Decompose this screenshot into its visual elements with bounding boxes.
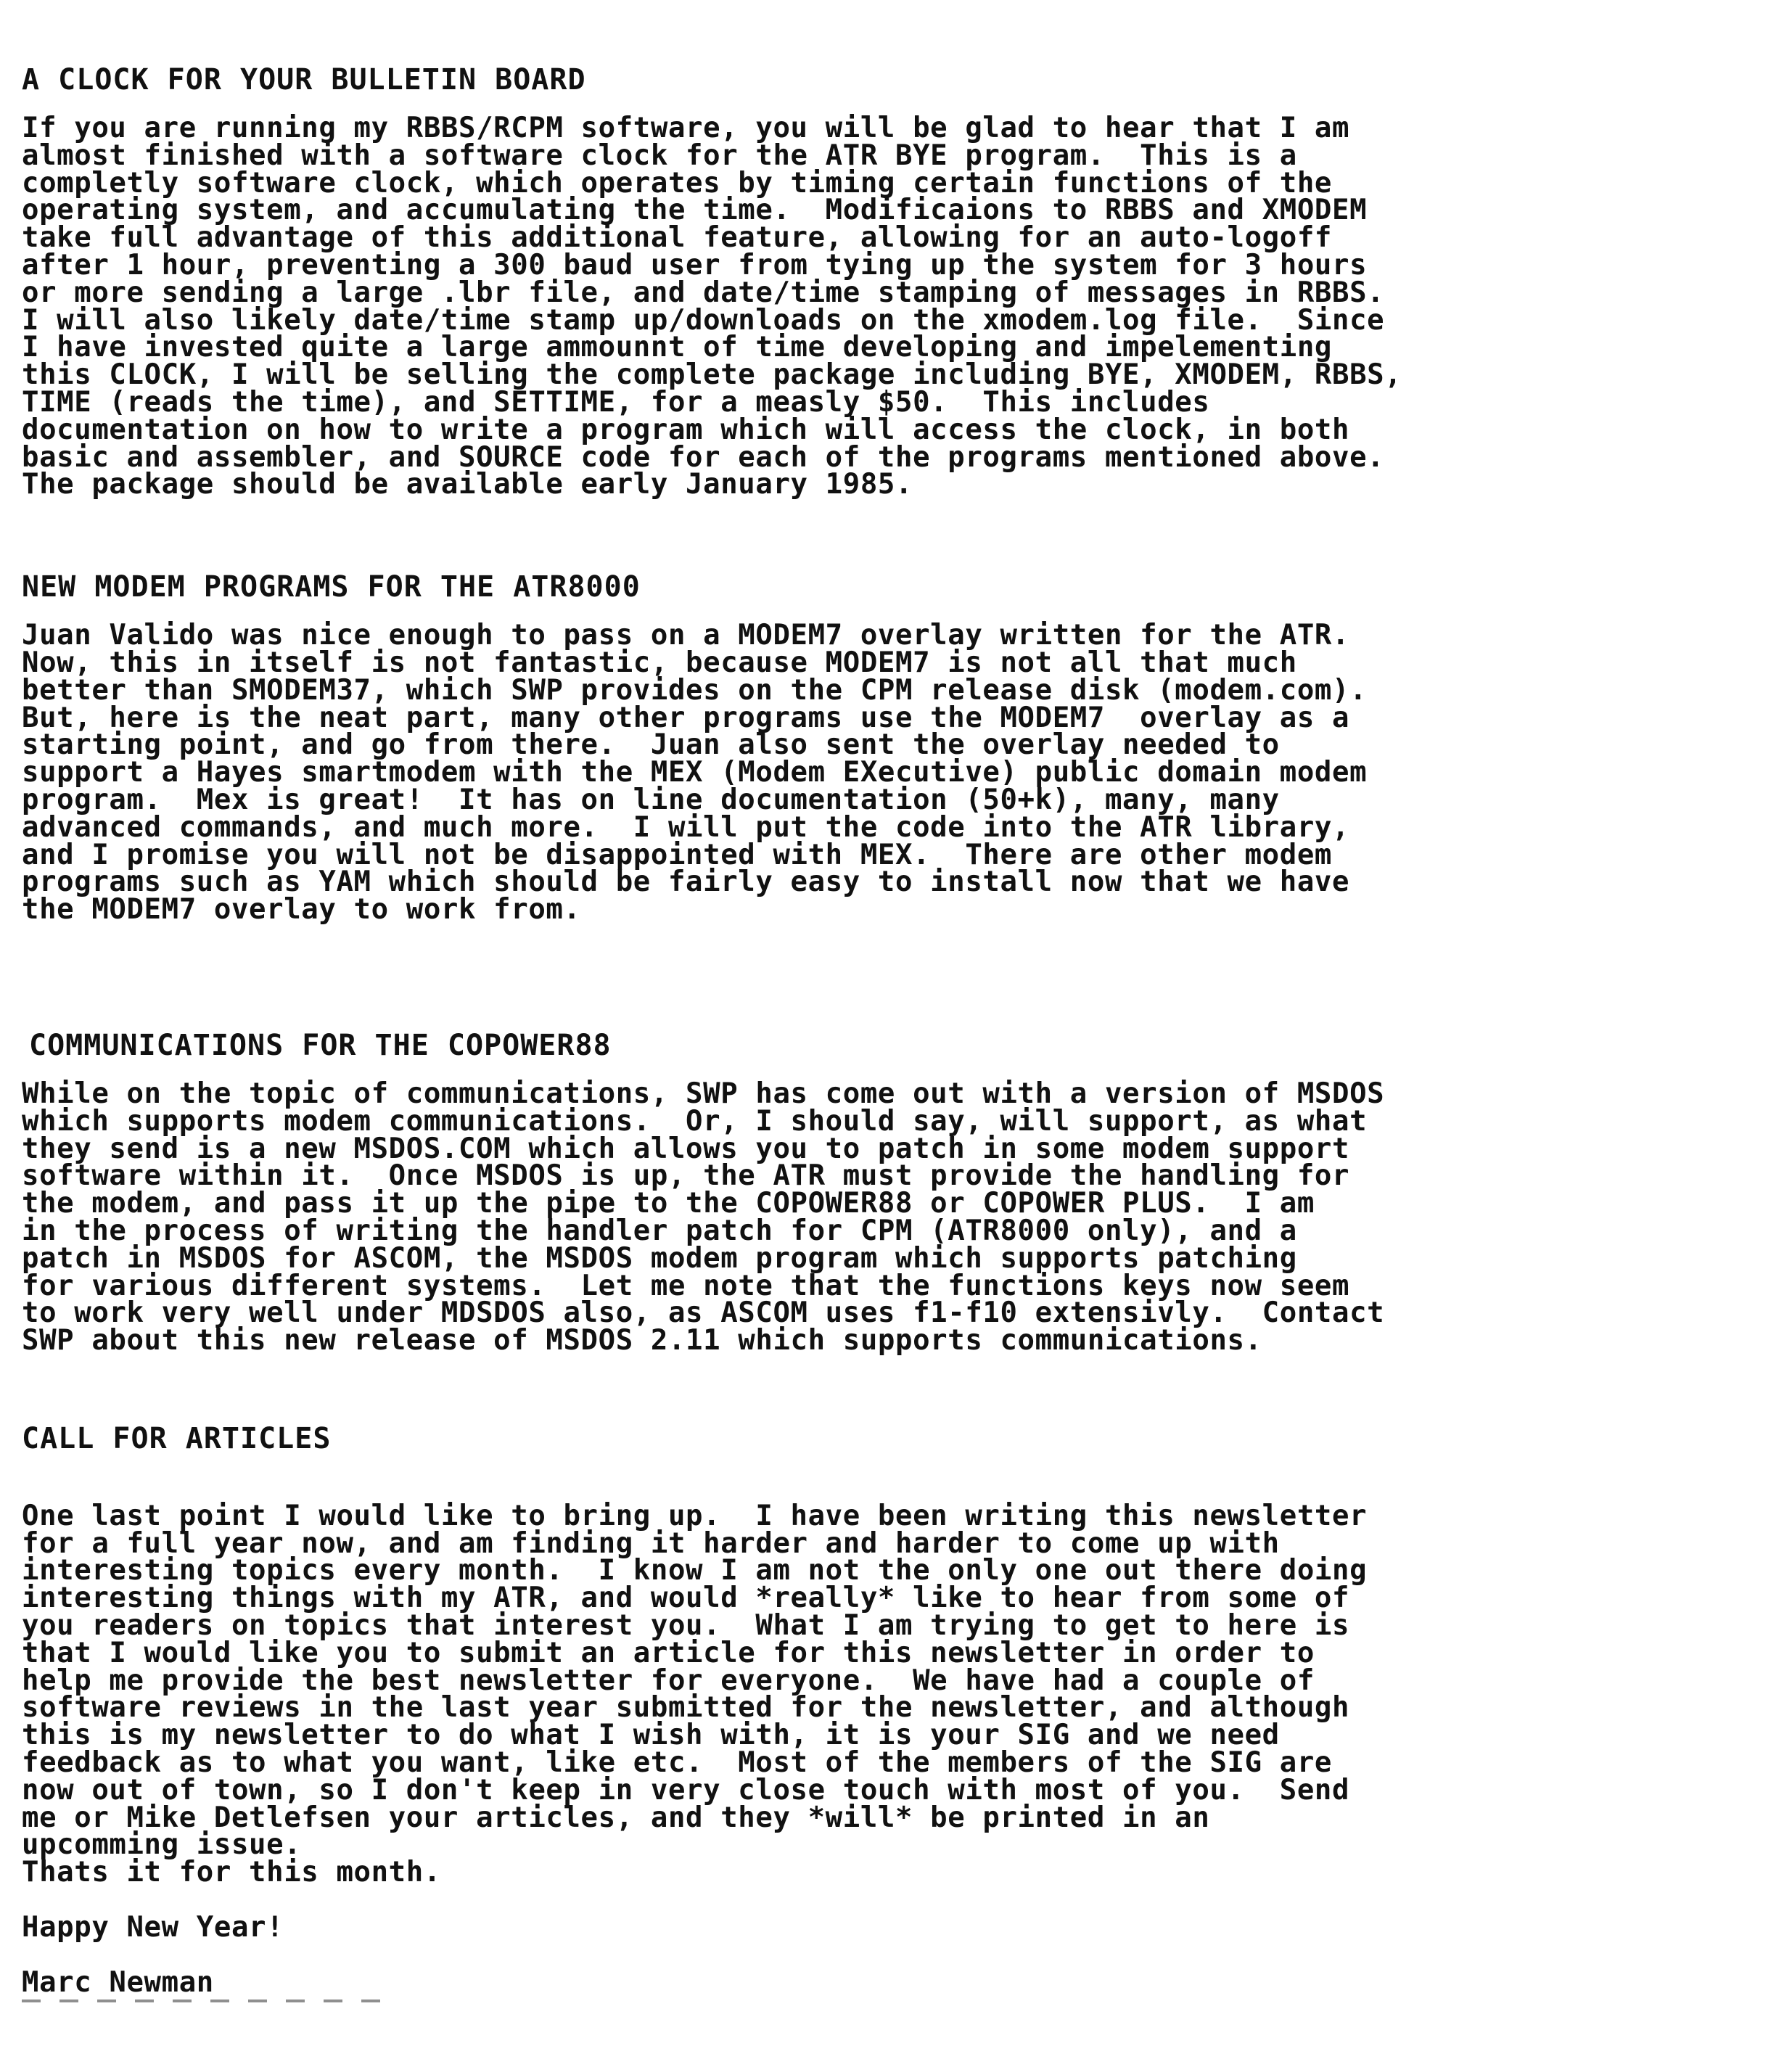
text-line: the MODEM7 overlay to work from. [22, 893, 581, 926]
text-line: you readers on topics that interest you. What I am trying to get to here is [22, 1609, 1350, 1643]
text-line: for various different systems. Let me note that the functions keys now seem [22, 1269, 1350, 1302]
text-line: almost finished with a software clock for the ATR BYE program. This is a [22, 139, 1297, 172]
text-line: in the process of writing the handler patch for CPM (ATR8000 only), and a [22, 1214, 1297, 1247]
text-line: basic and assembler, and SOURCE code for each of the programs mentioned above. [22, 440, 1385, 474]
text-line: this CLOCK, I will be selling the complete package including BYE, XMODEM, RBBS, [22, 358, 1402, 392]
text-line: Juan Valido was nice enough to pass on a MODEM7 overlay written for the ATR. [22, 619, 1350, 652]
section-body [22, 619, 1777, 926]
text-line: But, here is the neat part, many other programs use the MODEM7 overlay as a [22, 701, 1350, 734]
section-title: NEW MODEM PROGRAMS FOR THE ATR8000 [22, 570, 641, 604]
text-line: advanced commands, and much more. I will put the code into the ATR library, [22, 810, 1350, 844]
text-line: now out of town, so I don't keep in very close touch with most of you. Send [22, 1773, 1350, 1807]
text-line: the modem, and pass it up the pipe to the COPOWER88 or COPOWER PLUS. I am [22, 1187, 1315, 1220]
text-line: SWP about this new release of MSDOS 2.11 which supports communications. [22, 1324, 1262, 1357]
text-line: better than SMODEM37, which SWP provides on the CPM release disk (modem.com). [22, 673, 1368, 707]
newsletter-page [22, 64, 1777, 2002]
text-line: interesting things with my ATR, and would *really* like to hear from some of [22, 1582, 1350, 1615]
text-line: support a Hayes smartmodem with the MEX (Modem EXecutive) public domain modem [22, 756, 1368, 789]
text-line: they send is a new MSDOS.COM which allows you to patch in some modem support [22, 1132, 1350, 1165]
text-line: I have invested quite a large ammounnt of time developing and impelementing [22, 331, 1332, 364]
text-line: starting point, and go from there. Juan also sent the overlay needed to [22, 728, 1280, 762]
section-title: A CLOCK FOR YOUR BULLETIN BOARD [22, 63, 586, 96]
text-line: for a full year now, and am finding it harder and harder to come up with [22, 1526, 1280, 1560]
text-line: completly software clock, which operates by timing certain functions of the [22, 166, 1332, 200]
text-line: TIME (reads the time), and SETTIME, for a measly $50. This includes [22, 385, 1210, 419]
closing [22, 1911, 1777, 2002]
text-line: take full advantage of this additional feature, allowing for an auto-logoff [22, 221, 1332, 255]
text-line: or more sending a large .lbr file, and date/time stamping of messages in RBBS. [22, 276, 1385, 309]
text-line: that I would like you to submit an article for this newsletter in order to [22, 1636, 1315, 1669]
text-line: which supports modem communications. Or, I should say, will support, as what [22, 1104, 1368, 1138]
text-line: While on the topic of communications, SWP has come out with a version of MSDOS [22, 1077, 1385, 1110]
text-line: program. Mex is great! It has on line documentation (50+k), many, many [22, 783, 1280, 816]
text-line: this is my newsletter to do what I wish with, it is your SIG and we need [22, 1719, 1280, 1752]
text-line: I will also likely date/time stamp up/downloads on the xmodem.log file. Since [22, 303, 1385, 337]
text-line: upcomming issue. [22, 1828, 302, 1862]
section-call-for-articles [22, 1421, 1777, 1889]
section-body [22, 1499, 1777, 1889]
text-line: operating system, and accumulating the time. Modificaions to RBBS and XMODEM [22, 194, 1368, 227]
text-line: Thats it for this month. [22, 1856, 441, 1889]
section-copower88 [22, 1030, 1777, 1355]
section-modem-programs [22, 571, 1777, 924]
signature-underline [22, 2000, 399, 2002]
text-line: feedback as to what you want, like etc. Most of the members of the SIG are [22, 1746, 1332, 1780]
section-body [22, 112, 1777, 501]
text-line: The package should be available early January 1985. [22, 468, 913, 501]
greeting: Happy New Year! [22, 1911, 284, 1944]
text-line: to work very well under MDSDOS also, as ASCOM uses f1-f10 extensivly. Contact [22, 1296, 1385, 1330]
section-body [22, 1077, 1777, 1357]
text-line: If you are running my RBBS/RCPM software, you will be glad to hear that I am [22, 112, 1350, 144]
section-title: COMMUNICATIONS FOR THE COPOWER88 [29, 1028, 612, 1062]
section-clock [22, 63, 1777, 501]
text-line: and I promise you will not be disappointed with MEX. There are other modem [22, 838, 1332, 871]
text-line: One last point I would like to bring up. I have been writing this newsletter [22, 1499, 1368, 1532]
text-line: help me provide the best newsletter for everyone. We have had a couple of [22, 1664, 1315, 1697]
text-line: Now, this in itself is not fantastic, because MODEM7 is not all that much [22, 646, 1297, 679]
text-line: software within it. Once MSDOS is up, the ATR must provide the handling for [22, 1159, 1350, 1193]
text-line: programs such as YAM which should be fairly easy to install now that we have [22, 866, 1350, 899]
text-line: interesting topics every month. I know I am not the only one out there doing [22, 1554, 1368, 1587]
section-title: CALL FOR ARTICLES [22, 1421, 332, 1455]
text-line: documentation on how to write a program which will access the clock, in both [22, 413, 1350, 446]
text-line: after 1 hour, preventing a 300 baud user from tying up the system for 3 hours [22, 248, 1368, 281]
text-line: me or Mike Detlefsen your articles, and they *will* be printed in an [22, 1801, 1210, 1834]
signature: Marc Newman [22, 1965, 214, 1999]
text-line: patch in MSDOS for ASCOM, the MSDOS modem program which supports patching [22, 1241, 1297, 1275]
text-line: software reviews in the last year submitted for the newsletter, and although [22, 1691, 1350, 1725]
